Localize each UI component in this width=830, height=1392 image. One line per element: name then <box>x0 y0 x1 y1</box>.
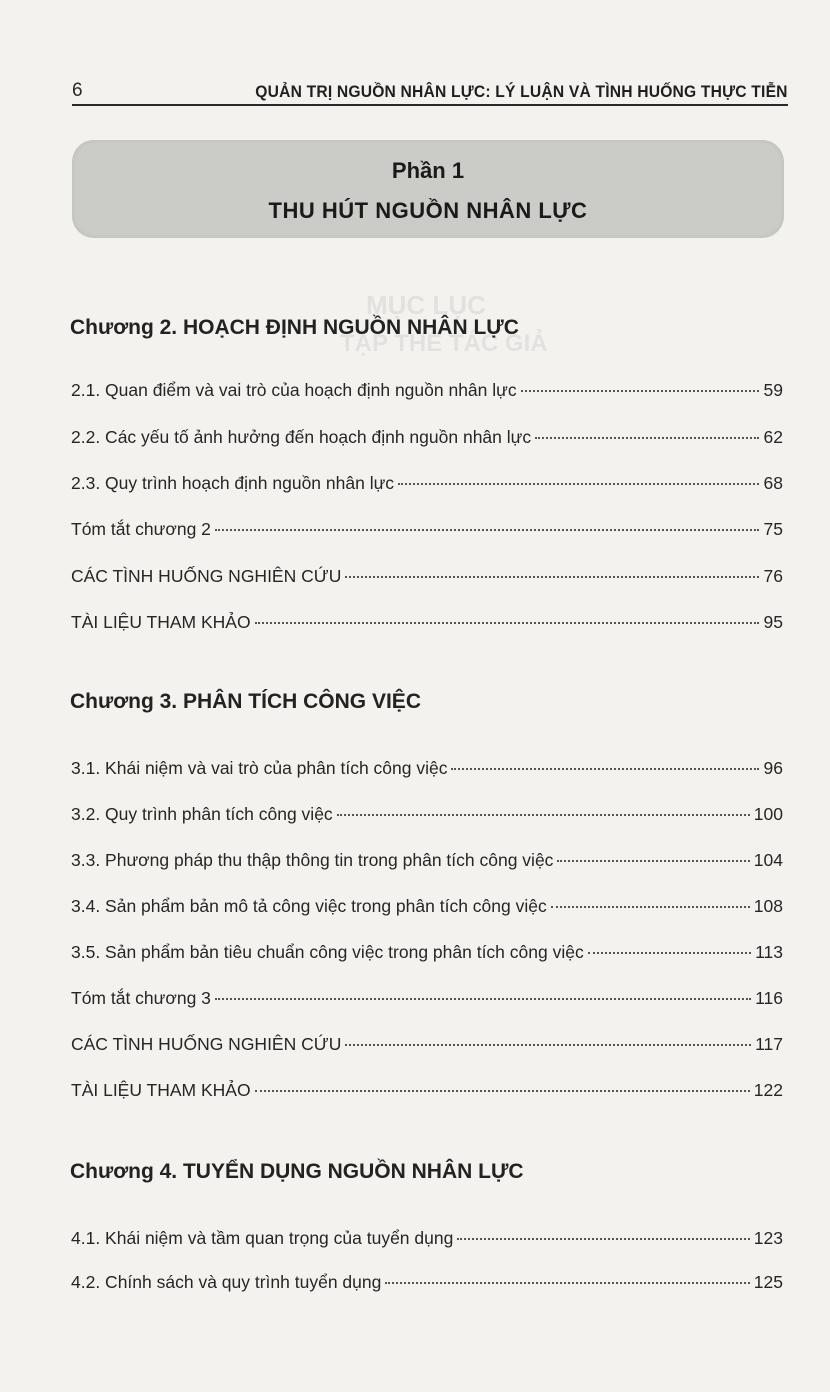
toc-entry-page: 116 <box>755 988 783 1008</box>
toc-entry[interactable] <box>71 758 783 784</box>
toc-leader-dots <box>345 576 759 578</box>
toc-entry-text: Tóm tắt chương 3 <box>71 988 211 1008</box>
toc-entry-text: 4.1. Khái niệm và tầm quan trọng của tuyển dụng <box>71 1228 454 1248</box>
toc-leader-dots <box>535 437 759 439</box>
toc-entry-page: 100 <box>753 804 783 824</box>
toc-leader-dots <box>457 1238 749 1240</box>
show-through-subheading: TẬP THỂ TÁC GIẢ <box>340 330 548 357</box>
toc-entry[interactable] <box>71 612 783 638</box>
toc-entry-text: 3.3. Phương pháp thu thập thông tin trong phân tích công việc <box>71 850 554 870</box>
toc-leader-dots <box>255 1090 750 1092</box>
toc-entry-text: 4.2. Chính sách và quy trình tuyển dụng <box>71 1272 382 1292</box>
toc-entry-page: 76 <box>763 566 783 586</box>
toc-entry-page: 104 <box>753 850 783 870</box>
toc-entry-page: 122 <box>753 1080 783 1100</box>
toc-entry-page: 96 <box>763 758 783 778</box>
toc-entry-text: Tóm tắt chương 2 <box>71 519 211 539</box>
chapter-2-title: Chương 2. HOẠCH ĐỊNH NGUỒN NHÂN LỰC <box>70 316 519 339</box>
toc-entry-page: 75 <box>763 519 783 539</box>
toc-entry-text: 2.3. Quy trình hoạch định nguồn nhân lực <box>71 473 395 493</box>
toc-entry[interactable] <box>71 1228 783 1254</box>
toc-leader-dots <box>385 1282 749 1284</box>
toc-entry-text: CÁC TÌNH HUỐNG NGHIÊN CỨU <box>71 1034 342 1054</box>
header-rule <box>72 104 788 106</box>
toc-entry-text: CÁC TÌNH HUỐNG NGHIÊN CỨU <box>71 566 342 586</box>
toc-entry-page: 113 <box>755 942 783 962</box>
toc-entry-text: TÀI LIỆU THAM KHẢO <box>71 1080 251 1100</box>
toc-leader-dots <box>521 390 759 392</box>
toc-entry[interactable] <box>71 1034 783 1060</box>
part-title: THU HÚT NGUỒN NHÂN LỰC <box>268 198 588 223</box>
toc-leader-dots <box>398 483 759 485</box>
chapter-4-title: Chương 4. TUYỂN DỤNG NGUỒN NHÂN LỰC <box>70 1160 524 1183</box>
toc-leader-dots <box>215 998 751 1000</box>
toc-entry-text: 2.1. Quan điểm và vai trò của hoạch định nguồn nhân lực <box>71 380 517 400</box>
toc-entry[interactable] <box>71 566 783 592</box>
page-number: 6 <box>72 80 83 101</box>
chapter-3-title: Chương 3. PHÂN TÍCH CÔNG VIỆC <box>70 690 421 713</box>
toc-entry[interactable] <box>71 473 783 499</box>
toc-entry[interactable] <box>71 988 783 1014</box>
toc-leader-dots <box>557 860 749 862</box>
toc-entry-text: 2.2. Các yếu tố ảnh hưởng đến hoạch định nguồn nhân lực <box>71 427 532 447</box>
toc-entry-text: 3.4. Sản phẩm bản mô tả công việc trong phân tích công việc <box>71 896 547 916</box>
running-title: QUẢN TRỊ NGUỒN NHÂN LỰC: LÝ LUẬN VÀ TÌNH HUỐNG THỰC TIỄN <box>255 82 788 101</box>
toc-entry-text: 3.2. Quy trình phân tích công việc <box>71 804 333 824</box>
toc-leader-dots <box>451 768 759 770</box>
toc-entry[interactable] <box>71 1080 783 1106</box>
toc-entry-page: 123 <box>753 1228 783 1248</box>
toc-entry[interactable] <box>71 519 783 545</box>
toc-leader-dots <box>345 1044 751 1046</box>
toc-entry-text: 3.1. Khái niệm và vai trò của phân tích công việc <box>71 758 448 778</box>
toc-entry-page: 62 <box>763 427 783 447</box>
toc-entry-page: 95 <box>763 612 783 632</box>
toc-entry[interactable] <box>71 896 783 922</box>
toc-entry-page: 125 <box>753 1272 783 1292</box>
toc-entry-page: 108 <box>753 896 783 916</box>
toc-entry-page: 59 <box>763 380 783 400</box>
show-through-heading: MỤC LỤC <box>366 290 486 320</box>
toc-entry[interactable] <box>71 427 783 453</box>
toc-leader-dots <box>215 529 759 531</box>
toc-entry[interactable] <box>71 850 783 876</box>
toc-leader-dots <box>588 952 751 954</box>
running-header <box>72 76 788 102</box>
toc-entry-text: TÀI LIỆU THAM KHẢO <box>71 612 251 632</box>
toc-entry-page: 68 <box>763 473 783 493</box>
toc-leader-dots <box>551 906 750 908</box>
part-banner <box>72 140 784 238</box>
toc-entry[interactable] <box>71 942 783 968</box>
toc-entry-text: 3.5. Sản phẩm bản tiêu chuẩn công việc trong phân tích công việc <box>71 942 584 962</box>
toc-entry-page: 117 <box>755 1034 783 1054</box>
toc-entry[interactable] <box>71 804 783 830</box>
toc-leader-dots <box>255 622 759 624</box>
toc-leader-dots <box>337 814 750 816</box>
toc-entry[interactable] <box>71 1272 783 1298</box>
toc-entry[interactable] <box>71 380 783 406</box>
part-label: Phần 1 <box>391 158 465 183</box>
